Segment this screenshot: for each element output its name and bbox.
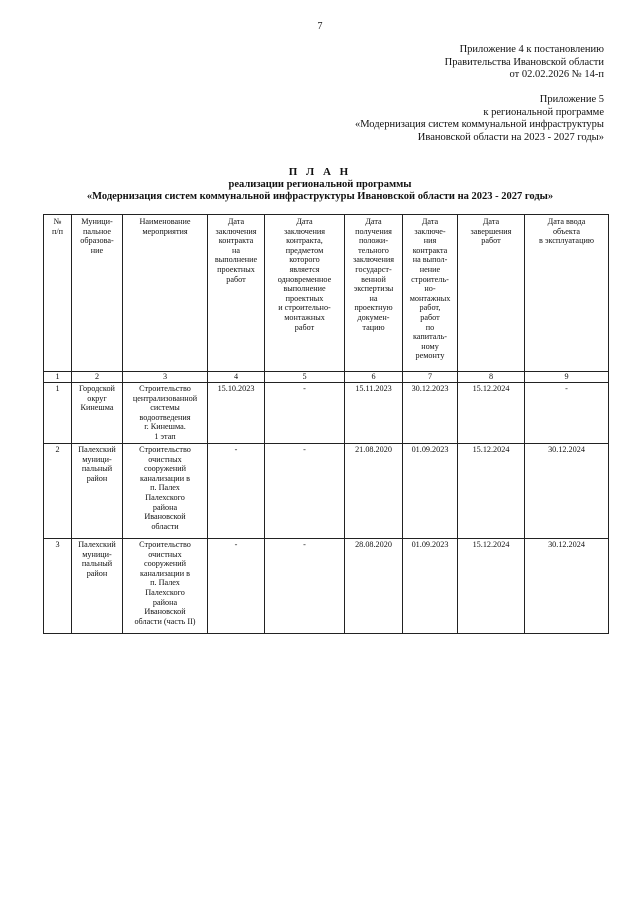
cell-municipality: Городской округ Кинешма bbox=[72, 383, 123, 444]
cell-municipality: Палехский муници- пальный район bbox=[72, 539, 123, 634]
column-number: 3 bbox=[123, 372, 208, 383]
appendix-4-line-2: Правительства Ивановской области bbox=[444, 56, 604, 68]
column-number: 1 bbox=[44, 372, 72, 383]
appendix-5-line-2: к региональной программе bbox=[483, 106, 604, 118]
document-title bbox=[0, 166, 640, 204]
header-date-design-contract: Дата заключения контракта на выполнение проектных работ bbox=[208, 215, 265, 372]
appendix-5-line-3: «Модернизация систем коммунальной инфраструктуры bbox=[354, 119, 604, 130]
header-date-commission: Дата ввода объекта в эксплуатацию bbox=[525, 215, 609, 372]
cell-num: 1 bbox=[44, 383, 72, 444]
cell-date-completion: 15.12.2024 bbox=[458, 444, 525, 539]
header-date-construction-contract: Дата заключе- ния контракта на выпол- нение строитель- но- монтажных работ, работ по капиталь- ному ремонту bbox=[403, 215, 458, 372]
column-number: 5 bbox=[265, 372, 345, 383]
cell-num: 2 bbox=[44, 444, 72, 539]
cell-date-construction: 30.12.2023 bbox=[403, 383, 458, 444]
cell-date-design: - bbox=[208, 444, 265, 539]
header-measure-name: Наименование мероприятия bbox=[123, 215, 208, 372]
cell-date-combined: - bbox=[265, 444, 345, 539]
appendix-5-reference bbox=[355, 94, 604, 144]
column-number: 9 bbox=[525, 372, 609, 383]
header-municipality: Муници- пальное образова- ние bbox=[72, 215, 123, 372]
column-number: 4 bbox=[208, 372, 265, 383]
appendix-5-line-4: Ивановской области на 2023 - 2027 годы» bbox=[417, 131, 604, 143]
appendix-4-reference bbox=[445, 44, 604, 82]
cell-date-design: - bbox=[208, 539, 265, 634]
table-row bbox=[44, 383, 609, 444]
title-subtitle: реализации региональной программы bbox=[228, 178, 412, 190]
appendix-4-line-1: Приложение 4 к постановлению bbox=[459, 44, 604, 55]
page-number: 7 bbox=[317, 21, 323, 32]
column-number: 6 bbox=[345, 372, 403, 383]
cell-date-expertise: 15.11.2023 bbox=[345, 383, 403, 444]
cell-measure-name: Строительство очистных сооружений канализации в п. Палех Палехского района Ивановской области (часть II) bbox=[123, 539, 208, 634]
cell-date-commission: - bbox=[525, 383, 609, 444]
header-num: № п/п bbox=[44, 215, 72, 372]
cell-date-combined: - bbox=[265, 383, 345, 444]
title-plan: П Л А Н bbox=[288, 166, 352, 178]
column-number-row bbox=[44, 372, 609, 383]
cell-date-completion: 15.12.2024 bbox=[458, 383, 525, 444]
cell-date-expertise: 21.08.2020 bbox=[345, 444, 403, 539]
table-row bbox=[44, 539, 609, 634]
cell-measure-name: Строительство очистных сооружений канализации в п. Палех Палехского района Ивановской области bbox=[123, 444, 208, 539]
plan-table bbox=[43, 214, 609, 634]
cell-date-expertise: 28.08.2020 bbox=[345, 539, 403, 634]
table-row bbox=[44, 444, 609, 539]
appendix-5-line-1: Приложение 5 bbox=[539, 94, 604, 105]
cell-municipality: Палехский муници- пальный район bbox=[72, 444, 123, 539]
cell-num: 3 bbox=[44, 539, 72, 634]
header-date-combined-contract: Дата заключения контракта, предметом которого является одновременное выполнение проектных и строительно- монтажных работ bbox=[265, 215, 345, 372]
cell-date-commission: 30.12.2024 bbox=[525, 539, 609, 634]
cell-date-design: 15.10.2023 bbox=[208, 383, 265, 444]
header-date-expertise: Дата получения положи- тельного заключения государст- венной экспертизы на проектную докумен- тацию bbox=[345, 215, 403, 372]
column-number: 8 bbox=[458, 372, 525, 383]
cell-date-combined: - bbox=[265, 539, 345, 634]
cell-date-commission: 30.12.2024 bbox=[525, 444, 609, 539]
appendix-4-line-3: от 02.02.2026 № 14-п bbox=[509, 69, 604, 80]
header-date-completion: Дата завершения работ bbox=[458, 215, 525, 372]
cell-date-completion: 15.12.2024 bbox=[458, 539, 525, 634]
cell-date-construction: 01.09.2023 bbox=[403, 444, 458, 539]
cell-date-construction: 01.09.2023 bbox=[403, 539, 458, 634]
column-number: 2 bbox=[72, 372, 123, 383]
table-header-row bbox=[44, 215, 609, 372]
cell-measure-name: Строительство централизованной системы водоотведения г. Кинешма. 1 этап bbox=[123, 383, 208, 444]
column-number: 7 bbox=[403, 372, 458, 383]
title-program-name: «Модернизация систем коммунальной инфраструктуры Ивановской области на 2023 - 2027 годы» bbox=[86, 191, 554, 202]
